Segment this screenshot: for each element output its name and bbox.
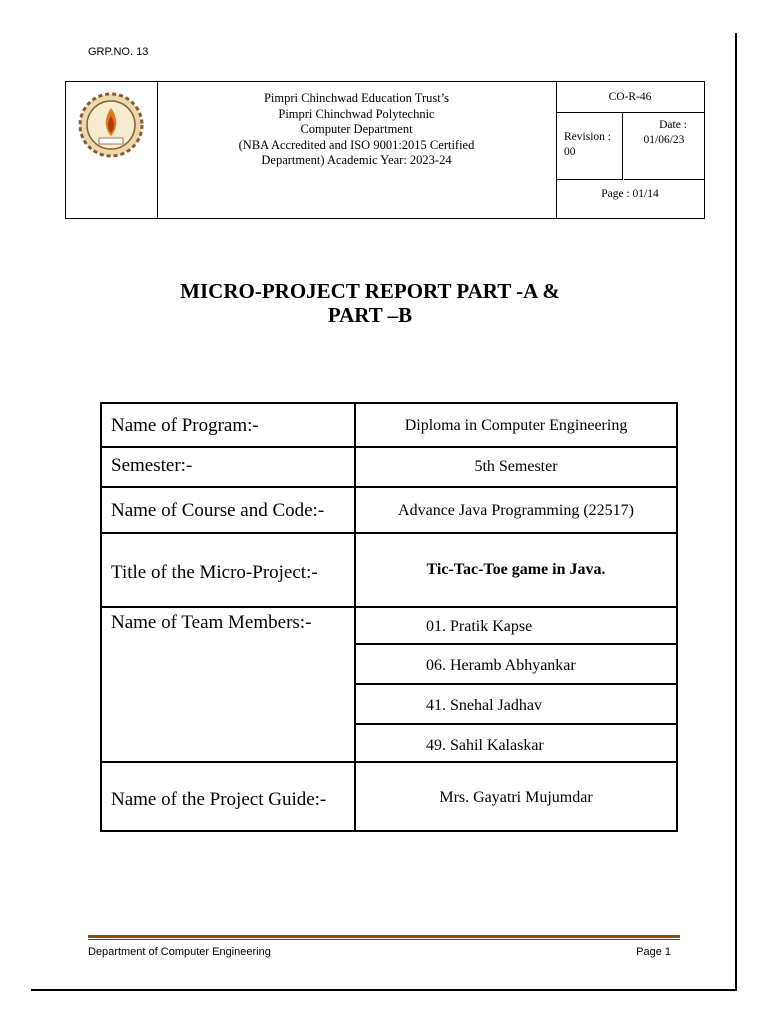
institution-text-cell [157, 82, 557, 218]
page-reference: Page : 01/14 [601, 188, 659, 200]
project-details-table [100, 402, 678, 832]
team-members-label: Name of Team Members:- [111, 612, 312, 633]
semester-label: Semester:- [111, 455, 193, 476]
project-title-label: Title of the Micro-Project:- [111, 562, 318, 583]
report-title-line1: MICRO-PROJECT REPORT PART -A & [180, 279, 560, 303]
team-member: 01. Pratik Kapse [426, 618, 533, 635]
row-divider [102, 486, 676, 488]
document-code: CO-R-46 [556, 82, 704, 113]
member-divider [354, 643, 676, 645]
logo-cell [66, 82, 158, 218]
member-divider [354, 683, 676, 685]
project-guide-value: Mrs. Gayatri Mujumdar [439, 789, 593, 806]
project-guide-label: Name of the Project Guide:- [111, 789, 327, 810]
report-title [120, 279, 620, 327]
footer-rule [88, 935, 680, 938]
row-divider [102, 606, 676, 608]
course-value: Advance Java Programming (22517) [398, 502, 634, 519]
group-number: GRP.NO. 13 [88, 46, 149, 58]
program-label: Name of Program:- [111, 415, 259, 436]
team-member: 41. Snehal Jadhav [426, 697, 542, 714]
team-member: 06. Heramb Abhyankar [426, 657, 576, 674]
date-box [624, 113, 704, 180]
row-divider [102, 761, 676, 763]
revision-value: 00 [564, 146, 576, 158]
row-divider [102, 446, 676, 448]
report-title-line2: PART –B [327, 303, 413, 327]
date-label: Date : [659, 119, 687, 131]
institution-header [65, 81, 705, 219]
footer-department: Department of Computer Engineering [88, 946, 271, 958]
member-divider [354, 723, 676, 725]
team-member: 49. Sahil Kalaskar [426, 737, 544, 754]
revision-label: Revision : [564, 131, 611, 143]
course-label: Name of Course and Code:- [111, 500, 325, 521]
date-value: 01/06/23 [643, 134, 685, 146]
institute-name: Pimpri Chinchwad Polytechnic [278, 106, 435, 121]
semester-value: 5th Semester [474, 458, 558, 475]
document-control-cell [556, 82, 704, 218]
footer-rule-thin [88, 939, 680, 940]
trust-name: Pimpri Chinchwad Education Trust’s [263, 91, 450, 105]
program-value: Diploma in Computer Engineering [404, 417, 628, 434]
revision-box [556, 113, 623, 180]
footer-page-number: Page 1 [636, 946, 671, 958]
project-title-value: Tic-Tac-Toe game in Java. [426, 561, 606, 578]
accreditation-text: (NBA Accredited and ISO 9001:2015 Certified [238, 137, 475, 152]
department-name: Computer Department [300, 122, 413, 136]
institute-logo-icon [76, 90, 146, 160]
academic-year: Department) Academic Year: 2023-24 [261, 153, 452, 167]
row-divider [102, 532, 676, 534]
